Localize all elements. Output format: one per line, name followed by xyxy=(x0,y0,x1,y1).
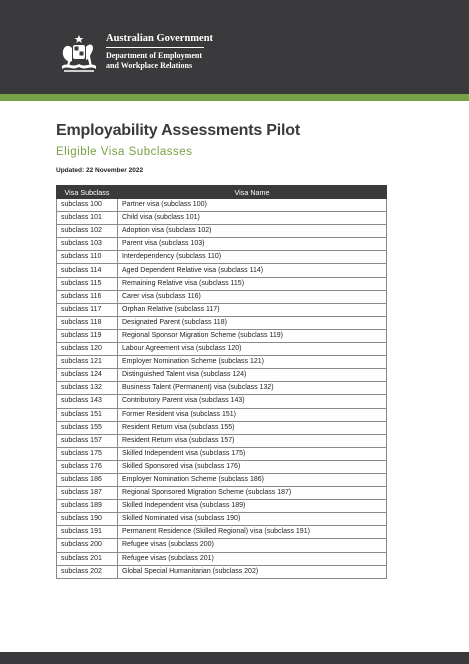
visa-name-cell: Skilled Nominated visa (subclass 190) xyxy=(118,513,387,526)
table-row xyxy=(57,513,387,526)
visa-name-cell: Business Talent (Permanent) visa (subclass 132) xyxy=(118,382,387,395)
table-row xyxy=(57,251,387,264)
visa-name-cell: Skilled Independent visa (subclass 189) xyxy=(118,500,387,513)
visa-subclass-cell: subclass 101 xyxy=(57,212,118,225)
table-row xyxy=(57,356,387,369)
government-logo xyxy=(58,32,218,82)
table-row xyxy=(57,434,387,447)
visa-name-cell: Permanent Residence (Skilled Regional) visa (subclass 191) xyxy=(118,526,387,539)
visa-subclass-cell: subclass 110 xyxy=(57,251,118,264)
visa-name-cell: Designated Parent (subclass 118) xyxy=(118,316,387,329)
visa-subclass-table xyxy=(56,185,387,579)
visa-subclass-cell: subclass 121 xyxy=(57,356,118,369)
visa-subclass-cell: subclass 176 xyxy=(57,460,118,473)
table-row xyxy=(57,303,387,316)
visa-subclass-cell: subclass 186 xyxy=(57,473,118,486)
visa-subclass-cell: subclass 155 xyxy=(57,421,118,434)
page-header xyxy=(0,0,469,94)
visa-name-cell: Skilled Sponsored visa (subclass 176) xyxy=(118,460,387,473)
visa-subclass-cell: subclass 100 xyxy=(57,199,118,212)
visa-name-cell: Contributory Parent visa (subclass 143) xyxy=(118,395,387,408)
table-row xyxy=(57,526,387,539)
visa-name-cell: Aged Dependent Relative visa (subclass 114) xyxy=(118,264,387,277)
visa-name-cell: Resident Return visa (subclass 155) xyxy=(118,421,387,434)
visa-subclass-cell: subclass 120 xyxy=(57,343,118,356)
visa-subclass-cell: subclass 151 xyxy=(57,408,118,421)
table-row xyxy=(57,329,387,342)
document-title: Employability Assessments Pilot xyxy=(56,122,300,139)
government-name: Australian Government xyxy=(106,33,214,44)
table-row xyxy=(57,382,387,395)
visa-subclass-cell: subclass 118 xyxy=(57,316,118,329)
page-footer xyxy=(0,652,469,664)
visa-subclass-cell: subclass 189 xyxy=(57,500,118,513)
visa-subclass-cell: subclass 114 xyxy=(57,264,118,277)
updated-date: Updated: 22 November 2022 xyxy=(56,167,144,174)
table-row xyxy=(57,238,387,251)
table-row xyxy=(57,199,387,212)
visa-name-cell: Resident Return visa (subclass 157) xyxy=(118,434,387,447)
visa-subclass-cell: subclass 175 xyxy=(57,447,118,460)
visa-subclass-cell: subclass 202 xyxy=(57,565,118,578)
table-row xyxy=(57,277,387,290)
visa-name-cell: Remaining Relative visa (subclass 115) xyxy=(118,277,387,290)
visa-subclass-cell: subclass 115 xyxy=(57,277,118,290)
table-header-row xyxy=(57,186,387,199)
department-name-line2: and Workplace Relations xyxy=(106,60,193,70)
visa-name-cell: Interdependency (subclass 110) xyxy=(118,251,387,264)
table-row xyxy=(57,212,387,225)
visa-name-cell: Carer visa (subclass 116) xyxy=(118,290,387,303)
visa-name-cell: Refugee visas (subclass 200) xyxy=(118,539,387,552)
visa-name-cell: Labour Agreement visa (subclass 120) xyxy=(118,343,387,356)
visa-subclass-cell: subclass 124 xyxy=(57,369,118,382)
header-accent-bar xyxy=(0,94,469,101)
visa-subclass-cell: subclass 190 xyxy=(57,513,118,526)
table-row xyxy=(57,369,387,382)
visa-name-cell: Adoption visa (subclass 102) xyxy=(118,225,387,238)
column-header-visa-subclass: Visa Subclass xyxy=(57,186,118,199)
table-row xyxy=(57,316,387,329)
table-row xyxy=(57,460,387,473)
table-row xyxy=(57,421,387,434)
table-row xyxy=(57,539,387,552)
table-row xyxy=(57,473,387,486)
visa-name-cell: Former Resident visa (subclass 151) xyxy=(118,408,387,421)
coat-of-arms-icon xyxy=(58,34,100,74)
table-row xyxy=(57,552,387,565)
visa-name-cell: Parent visa (subclass 103) xyxy=(118,238,387,251)
visa-name-cell: Child visa (subclass 101) xyxy=(118,212,387,225)
visa-name-cell: Partner visa (subclass 100) xyxy=(118,199,387,212)
visa-subclass-cell: subclass 201 xyxy=(57,552,118,565)
visa-name-cell: Employer Nomination Scheme (subclass 121) xyxy=(118,356,387,369)
visa-subclass-cell: subclass 200 xyxy=(57,539,118,552)
visa-name-cell: Regional Sponsored Migration Scheme (subclass 187) xyxy=(118,487,387,500)
table-row xyxy=(57,408,387,421)
visa-name-cell: Global Special Humanitarian (subclass 202) xyxy=(118,565,387,578)
visa-subclass-cell: subclass 157 xyxy=(57,434,118,447)
visa-subclass-cell: subclass 132 xyxy=(57,382,118,395)
government-wordmark xyxy=(106,32,213,70)
visa-subclass-cell: subclass 119 xyxy=(57,329,118,342)
visa-name-cell: Orphan Relative (subclass 117) xyxy=(118,303,387,316)
table-row xyxy=(57,290,387,303)
table-row xyxy=(57,487,387,500)
table-row xyxy=(57,225,387,238)
table-row xyxy=(57,264,387,277)
visa-name-cell: Distinguished Talent visa (subclass 124) xyxy=(118,369,387,382)
table-row xyxy=(57,500,387,513)
table-row xyxy=(57,565,387,578)
document-subtitle: Eligible Visa Subclasses xyxy=(56,146,193,158)
visa-subclass-cell: subclass 187 xyxy=(57,487,118,500)
visa-name-cell: Refugee visas (subclass 201) xyxy=(118,552,387,565)
visa-name-cell: Employer Nomination Scheme (subclass 186) xyxy=(118,473,387,486)
column-header-visa-name: Visa Name xyxy=(118,186,387,199)
visa-subclass-cell: subclass 103 xyxy=(57,238,118,251)
table-row xyxy=(57,447,387,460)
table-row xyxy=(57,395,387,408)
table-row xyxy=(57,343,387,356)
table-body xyxy=(57,199,387,579)
visa-subclass-cell: subclass 117 xyxy=(57,303,118,316)
visa-subclass-cell: subclass 143 xyxy=(57,395,118,408)
visa-name-cell: Regional Sponsor Migration Scheme (subclass 119) xyxy=(118,329,387,342)
department-name-line1: Department of Employment xyxy=(106,51,202,60)
visa-name-cell: Skilled Independent visa (subclass 175) xyxy=(118,447,387,460)
visa-subclass-cell: subclass 116 xyxy=(57,290,118,303)
visa-subclass-cell: subclass 102 xyxy=(57,225,118,238)
wordmark-divider xyxy=(106,47,204,48)
visa-subclass-cell: subclass 191 xyxy=(57,526,118,539)
